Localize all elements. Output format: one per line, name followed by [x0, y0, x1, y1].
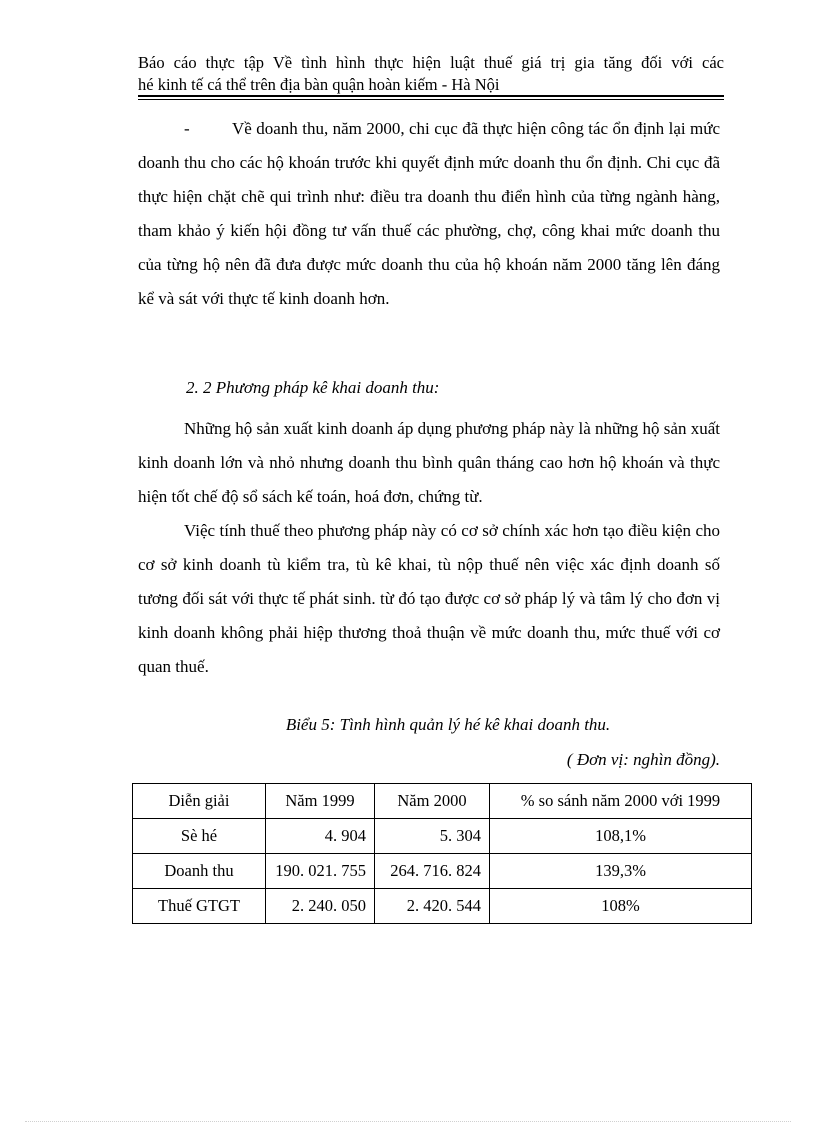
table-cell: 108% — [490, 889, 752, 924]
table-cell: 2. 420. 544 — [375, 889, 490, 924]
bullet-dash: - — [184, 119, 190, 138]
table-row — [133, 819, 752, 854]
data-table — [132, 783, 752, 924]
paragraph-revenue-2000 — [138, 112, 720, 316]
header-line-2: hé kinh tế cá thể trên địa bàn quận hoàn kiếm - Hà Nội — [138, 75, 500, 94]
table-header-row — [133, 784, 752, 819]
table-row — [133, 889, 752, 924]
table-caption: Biểu 5: Tình hình quản lý hé kê khai doanh thu. — [285, 715, 611, 734]
table-cell: Doanh thu — [133, 854, 266, 889]
paragraph-tax-calculation: Việc tính thuế theo phương pháp này có cơ sở chính xác hơn tạo điều kiện cho cơ sở kinh doanh tù kiểm tra, tù kê khai, tù nộp thuế nên việc xác định doanh số tương đối sát với thực tế phát sinh. từ đó tạo được cơ sở pháp lý và tâm lý cho đơn vị kinh doanh không phải hiệp thương thoả thuận về mức doanh thu, mức thuế với cơ quan thuế. — [138, 521, 720, 676]
table-cell: Sè hé — [133, 819, 266, 854]
table-cell: 5. 304 — [375, 819, 490, 854]
paragraph-revenue-2000-text: Về doanh thu, năm 2000, chi cục đã thực hiện công tác ổn định lại mức doanh thu cho các hộ khoán trước khi quyết định mức doanh thu ổn định. Chi cục đã thực hiện chặt chẽ qui trình như: điều tra doanh thu điển hình của từng ngành hàng, tham khảo ý kiến hội đồng tư vấn thuế các phường, chợ, công khai mức doanh thu của từng hộ nên đã đưa được mức doanh thu của hộ khoán năm 2000 tăng lên đáng kể và sát với thực tế kinh doanh hơn. — [138, 119, 720, 308]
header-line-1: Báo cáo thực tập Về tình hình thực hiện luật thuế giá trị gia tăng đối với các — [138, 53, 724, 72]
header-rule-thick — [138, 95, 724, 97]
table-cell: 108,1% — [490, 819, 752, 854]
paragraph-declaration-method: Những hộ sản xuất kinh doanh áp dụng phương pháp này là những hộ sản xuất kinh doanh lớn và nhỏ nhưng doanh thu bình quân tháng cao hơn hộ khoán và thực hiện tốt chế độ sổ sách kế toán, hoá đơn, chứng từ. — [138, 419, 720, 506]
header-cell: Năm 2000 — [375, 784, 490, 819]
header-cell: Diễn giải — [133, 784, 266, 819]
table-cell: 264. 716. 824 — [375, 854, 490, 889]
page-header — [138, 52, 724, 96]
table-cell: 4. 904 — [266, 819, 375, 854]
header-cell: % so sánh năm 2000 với 1999 — [490, 784, 752, 819]
table-row — [133, 854, 752, 889]
table-cell: 190. 021. 755 — [266, 854, 375, 889]
header-rule-thin — [138, 99, 724, 100]
table-unit: ( Đơn vị: nghìn đồng). — [566, 750, 720, 769]
header-cell: Năm 1999 — [266, 784, 375, 819]
section-title: 2. 2 Phương pháp kê khai doanh thu: — [186, 378, 440, 397]
page-bottom-divider — [25, 1121, 791, 1122]
table-cell: 2. 240. 050 — [266, 889, 375, 924]
table-cell: Thuế GTGT — [133, 889, 266, 924]
table-cell: 139,3% — [490, 854, 752, 889]
